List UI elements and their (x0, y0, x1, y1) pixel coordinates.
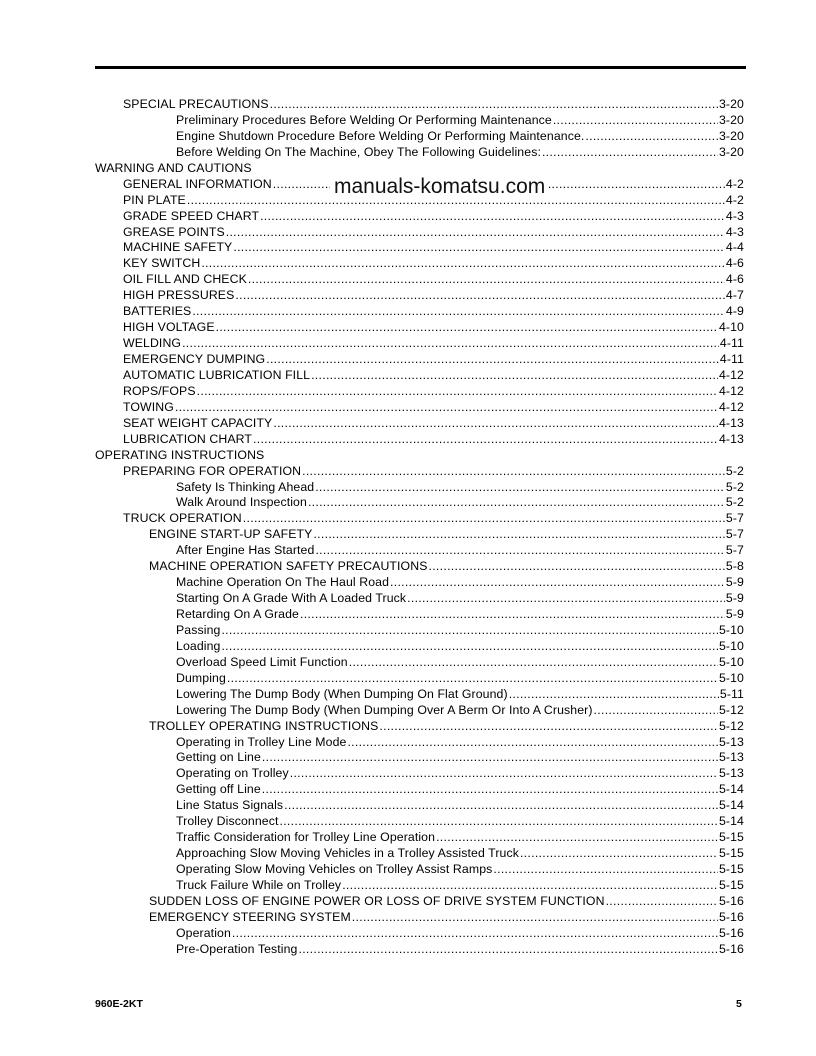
toc-entry[interactable] (95, 113, 744, 129)
toc-entry[interactable] (95, 464, 744, 480)
toc-entry[interactable] (95, 671, 744, 687)
toc-section-heading[interactable] (95, 448, 744, 464)
toc-dot-leader (553, 113, 718, 129)
toc-entry[interactable] (95, 719, 744, 735)
toc-entry[interactable] (95, 145, 744, 161)
toc-entry-page: 4-11 (719, 336, 744, 351)
toc-entry-page: 5-2 (725, 495, 744, 510)
toc-entry[interactable] (95, 511, 744, 527)
toc-entry-page: 5-15 (718, 846, 744, 861)
toc-entry[interactable] (95, 352, 744, 368)
toc-dot-leader (313, 527, 724, 543)
toc-entry[interactable] (95, 575, 744, 591)
toc-entry-page: 5-10 (718, 622, 744, 637)
toc-entry-title: After Engine Has Started (176, 543, 315, 558)
toc-entry-title: Operating in Trolley Line Mode (176, 734, 347, 749)
toc-entry[interactable] (95, 798, 744, 814)
toc-entry-page: 5-7 (725, 527, 744, 542)
toc-entry[interactable] (95, 750, 744, 766)
toc-entry-page: 5-10 (718, 638, 744, 653)
toc-entry[interactable] (95, 495, 744, 511)
toc-entry-page: 5-14 (718, 782, 744, 797)
toc-entry-title: PIN PLATE (123, 192, 186, 207)
toc-entry[interactable] (95, 400, 744, 416)
toc-entry[interactable] (95, 942, 744, 958)
toc-entry-title: Passing (176, 622, 221, 637)
toc-entry-title: Overload Speed Limit Function (176, 654, 348, 669)
toc-entry[interactable] (95, 623, 744, 639)
toc-dot-leader (248, 272, 725, 288)
toc-dot-leader (284, 798, 718, 814)
toc-entry-title: Loading (176, 638, 221, 653)
toc-dot-leader (243, 511, 725, 527)
toc-entry-page: 3-20 (718, 112, 744, 127)
toc-dot-leader (273, 416, 718, 432)
toc-dot-leader (221, 639, 718, 655)
toc-entry-title: TOWING (123, 399, 174, 414)
toc-entry[interactable] (95, 878, 744, 894)
toc-entry-title: Line Status Signals (176, 798, 284, 813)
toc-entry-title: TRUCK OPERATION (123, 511, 242, 526)
toc-dot-leader (308, 495, 725, 511)
toc-entry-title: AUTOMATIC LUBRICATION FILL (123, 367, 311, 382)
toc-entry-title: Before Welding On The Machine, Obey The Following Guidelines: (176, 144, 541, 159)
toc-entry-page: 5-10 (718, 670, 744, 685)
toc-entry-page: 5-8 (725, 559, 744, 574)
toc-entry-title: SEAT WEIGHT CAPACITY (123, 415, 273, 430)
toc-entry-page: 3-20 (718, 128, 744, 143)
toc-entry-page: 4-2 (725, 176, 744, 191)
toc-entry-page: 4-12 (718, 383, 744, 398)
toc-entry-title: Trolley Disconnect (176, 814, 279, 829)
toc-entry-title: Lowering The Dump Body (When Dumping On Flat Ground) (176, 686, 508, 701)
toc-entry[interactable] (95, 559, 744, 575)
toc-entry-title: Approaching Slow Moving Vehicles in a Trolley Assisted Truck (176, 846, 519, 861)
toc-entry-page: 5-15 (718, 830, 744, 845)
toc-entry[interactable] (95, 225, 744, 241)
toc-dot-leader (235, 288, 725, 304)
toc-entry-page: 5-12 (718, 702, 744, 717)
toc-entry[interactable] (95, 703, 744, 719)
toc-dot-leader (315, 543, 724, 559)
toc-entry-page: 4-3 (725, 224, 744, 239)
toc-dot-leader (429, 559, 725, 575)
toc-entry-title: EMERGENCY STEERING SYSTEM (149, 909, 351, 924)
toc-entry-page: 5-15 (718, 877, 744, 892)
toc-dot-leader (253, 432, 718, 448)
toc-entry-title: LUBRICATION CHART (123, 431, 253, 446)
toc-dot-leader (299, 942, 718, 958)
toc-entry[interactable] (95, 846, 744, 862)
toc-dot-leader (270, 97, 718, 113)
toc-entry[interactable] (95, 256, 744, 272)
toc-entry[interactable] (95, 480, 744, 496)
toc-entry-title: HIGH VOLTAGE (123, 320, 215, 335)
toc-dot-leader (342, 878, 718, 894)
toc-entry[interactable] (95, 862, 744, 878)
toc-entry-title: Dumping (176, 670, 226, 685)
toc-entry[interactable] (95, 288, 744, 304)
toc-entry-page: 5-9 (725, 591, 744, 606)
toc-dot-leader (226, 225, 725, 241)
toc-entry-title: ROPS/FOPS (123, 383, 196, 398)
toc-entry-page: 5-13 (718, 750, 744, 765)
toc-entry-page: 4-3 (725, 208, 744, 223)
toc-entry-title: GREASE POINTS (123, 224, 225, 239)
toc-entry[interactable] (95, 766, 744, 782)
toc-entry-page: 5-13 (718, 766, 744, 781)
toc-dot-leader (233, 240, 725, 256)
toc-dot-leader (192, 304, 725, 320)
toc-dot-leader (520, 846, 718, 862)
toc-entry[interactable] (95, 97, 744, 113)
toc-entry-page: 3-20 (718, 144, 744, 159)
toc-dot-leader (379, 719, 718, 735)
toc-entry-page: 5-7 (725, 511, 744, 526)
table-of-contents (95, 97, 744, 958)
toc-entry-title: SUDDEN LOSS OF ENGINE POWER OR LOSS OF DRIVE SYSTEM FUNCTION (149, 893, 605, 908)
toc-entry-title: Truck Failure While on Trolley (176, 877, 342, 892)
toc-entry-title: GRADE SPEED CHART (123, 208, 260, 223)
toc-entry-title: BATTERIES (123, 304, 192, 319)
toc-dot-leader (182, 336, 719, 352)
footer-page-number: 5 (736, 998, 742, 1010)
toc-dot-leader (315, 480, 725, 496)
toc-entry[interactable] (95, 830, 744, 846)
toc-dot-leader (352, 910, 718, 926)
toc-dot-leader (493, 862, 718, 878)
toc-entry[interactable] (95, 591, 744, 607)
toc-dot-leader (606, 894, 718, 910)
toc-entry[interactable] (95, 527, 744, 543)
toc-entry-page: 4-10 (718, 320, 744, 335)
toc-dot-leader (216, 320, 718, 336)
toc-dot-leader (290, 766, 718, 782)
toc-entry-title: Safety Is Thinking Ahead (176, 479, 315, 494)
toc-entry[interactable] (95, 368, 744, 384)
toc-entry[interactable] (95, 655, 744, 671)
toc-entry-page: 5-16 (718, 925, 744, 940)
toc-entry-page: 4-11 (719, 352, 744, 366)
toc-entry-page: 4-13 (718, 431, 744, 446)
toc-entry-title: MACHINE SAFETY (123, 240, 233, 255)
toc-entry-page: 5-14 (718, 814, 744, 829)
toc-dot-leader (262, 782, 718, 798)
toc-entry-page: 5-2 (725, 463, 744, 478)
toc-entry[interactable] (95, 735, 744, 751)
toc-dot-leader (349, 655, 718, 671)
toc-dot-leader (201, 256, 725, 272)
toc-entry-page: 5-12 (718, 718, 744, 733)
toc-dot-leader (227, 671, 718, 687)
toc-dot-leader (175, 400, 718, 416)
toc-entry-page: 5-10 (718, 654, 744, 669)
toc-entry-page: 4-6 (725, 272, 744, 287)
toc-entry-title: Traffic Consideration for Trolley Line Operation (176, 830, 436, 845)
toc-entry-title: GENERAL INFORMATION (123, 176, 272, 191)
toc-entry-title: WARNING AND CAUTIONS (95, 160, 252, 175)
toc-entry-page: 5-11 (719, 686, 744, 701)
toc-entry[interactable] (95, 894, 744, 910)
toc-entry[interactable] (95, 240, 744, 256)
toc-entry-page: 5-13 (718, 734, 744, 749)
toc-entry-title: WELDING (123, 336, 182, 351)
toc-entry-title: MACHINE OPERATION SAFETY PRECAUTIONS (149, 559, 428, 574)
toc-entry-page: 4-12 (718, 399, 744, 414)
toc-entry-title: HIGH PRESSURES (123, 288, 235, 303)
toc-dot-leader (542, 145, 718, 161)
toc-entry[interactable] (95, 384, 744, 400)
watermark-text: manuals-komatsu.com (330, 175, 549, 199)
toc-entry-title: Starting On A Grade With A Loaded Truck (176, 591, 407, 606)
toc-entry[interactable] (95, 926, 744, 942)
toc-entry[interactable] (95, 639, 744, 655)
toc-dot-leader (311, 368, 718, 384)
toc-entry-page: 5-2 (725, 479, 744, 494)
toc-entry-title: Preliminary Procedures Before Welding Or Performing Maintenance (176, 112, 552, 127)
toc-entry[interactable] (95, 543, 744, 559)
toc-entry-page: 3-20 (718, 97, 744, 111)
toc-dot-leader (197, 384, 718, 400)
toc-dot-leader (390, 575, 725, 591)
toc-dot-leader (262, 750, 718, 766)
toc-entry-title: EMERGENCY DUMPING (123, 352, 266, 366)
toc-entry[interactable] (95, 607, 744, 623)
toc-entry-title: Retarding On A Grade (176, 607, 299, 621)
toc-entry[interactable] (95, 687, 744, 703)
toc-entry-title: Operating on Trolley (176, 766, 289, 781)
toc-entry-page: 5-9 (725, 575, 744, 590)
toc-entry-title: Pre-Operation Testing (176, 941, 298, 956)
toc-entry-title: ENGINE START-UP SAFETY (149, 527, 313, 542)
toc-dot-leader (594, 703, 718, 719)
toc-entry-page: 4-12 (718, 367, 744, 382)
header-rule (95, 66, 746, 69)
toc-entry-page: 4-13 (718, 415, 744, 430)
toc-entry-title: TROLLEY OPERATING INSTRUCTIONS (149, 718, 379, 733)
toc-entry-page: 5-15 (718, 862, 744, 876)
toc-entry-title: Getting on Line (176, 750, 261, 765)
toc-entry[interactable] (95, 272, 744, 288)
toc-dot-leader (436, 830, 718, 846)
toc-dot-leader (585, 129, 718, 145)
toc-entry[interactable] (95, 416, 744, 432)
toc-entry-title: Getting off Line (176, 782, 261, 797)
toc-dot-leader (280, 814, 718, 830)
toc-dot-leader (260, 209, 725, 225)
toc-entry-title: SPECIAL PRECAUTIONS (123, 97, 269, 111)
toc-entry-page: 5-16 (718, 941, 744, 956)
toc-entry-title: Operating Slow Moving Vehicles on Trolley Assist Ramps (176, 862, 493, 876)
toc-entry-page: 4-4 (725, 240, 744, 255)
toc-entry[interactable] (95, 336, 744, 352)
toc-entry-title: PREPARING FOR OPERATION (123, 463, 302, 478)
toc-entry-page: 4-2 (725, 192, 744, 207)
toc-entry-title: Machine Operation On The Haul Road (176, 575, 390, 590)
toc-entry[interactable] (95, 814, 744, 830)
toc-entry-title: Engine Shutdown Procedure Before Welding Or Performing Maintenance. (176, 128, 585, 143)
toc-entry-title: OPERATING INSTRUCTIONS (95, 447, 265, 462)
toc-entry-page: 5-14 (718, 798, 744, 813)
toc-entry[interactable] (95, 910, 744, 926)
toc-entry-title: Operation (176, 925, 231, 940)
toc-entry[interactable] (95, 129, 744, 145)
toc-dot-leader (300, 607, 725, 623)
toc-entry-page: 4-7 (725, 288, 744, 303)
toc-entry[interactable] (95, 209, 744, 225)
toc-dot-leader (347, 735, 718, 751)
toc-entry-page: 5-7 (725, 543, 744, 558)
toc-entry-title: KEY SWITCH (123, 256, 201, 271)
toc-entry-title: OIL FILL AND CHECK (123, 272, 247, 287)
footer-model: 960E-2KT (95, 998, 143, 1010)
toc-entry[interactable] (95, 320, 744, 336)
toc-entry-title: Walk Around Inspection (176, 495, 307, 510)
toc-dot-leader (266, 352, 719, 368)
toc-entry-page: 4-9 (725, 304, 744, 319)
toc-dot-leader (302, 464, 725, 480)
toc-entry-page: 4-6 (725, 256, 744, 271)
toc-entry[interactable] (95, 304, 744, 320)
toc-entry-page: 5-9 (725, 607, 744, 621)
toc-entry[interactable] (95, 782, 744, 798)
toc-entry-page: 5-16 (718, 893, 744, 908)
toc-dot-leader (221, 623, 718, 639)
toc-dot-leader (232, 926, 718, 942)
toc-entry[interactable] (95, 432, 744, 448)
toc-dot-leader (407, 591, 725, 607)
toc-entry-title: Lowering The Dump Body (When Dumping Over A Berm Or Into A Crusher) (176, 702, 593, 717)
toc-entry-page: 5-16 (718, 909, 744, 924)
toc-dot-leader (509, 687, 719, 703)
